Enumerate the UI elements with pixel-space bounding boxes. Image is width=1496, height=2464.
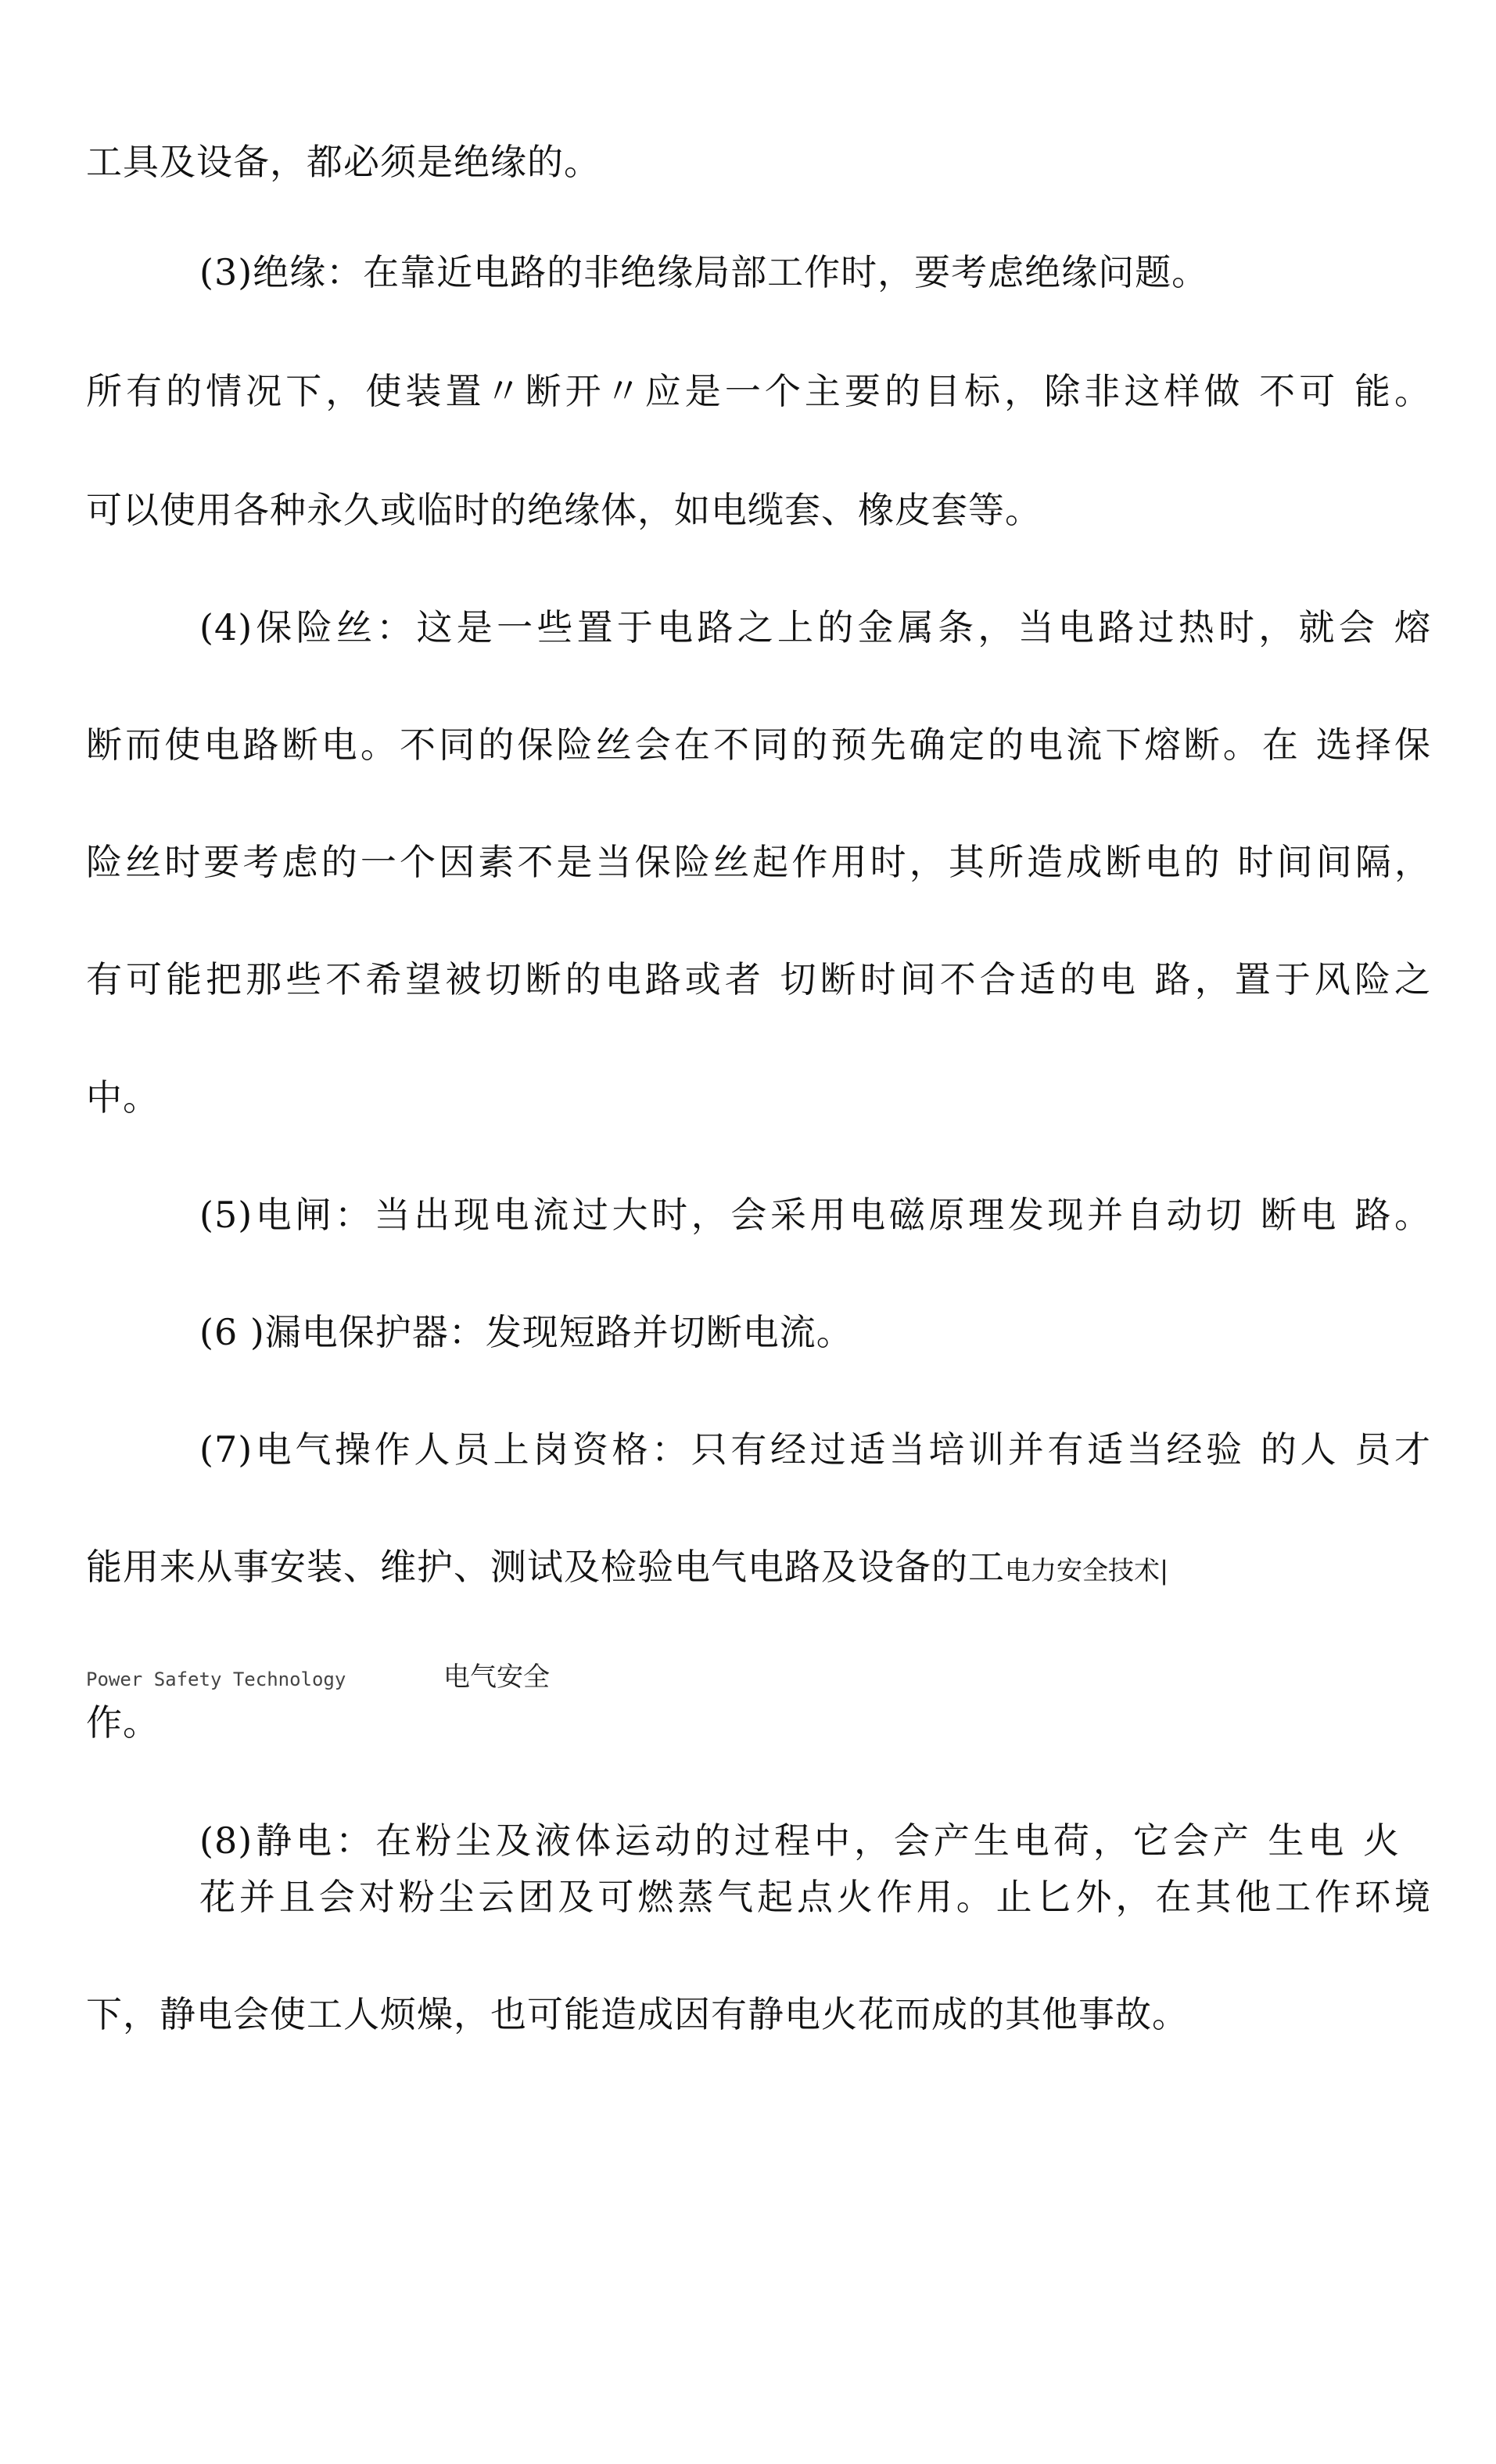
paragraph-line: 险丝时要考虑的一个因素不是当保险丝起作用时，其所造成断电的 时间间隔， (86, 841, 1431, 883)
paragraph-line: 作。 (86, 1701, 160, 1744)
paragraph-line: (4)保险丝：这是一些置于电路之上的金属条，当电路过热时，就会 熔 (199, 606, 1431, 648)
paragraph-line: 花并且会对粉尘云团及可燃蒸气起点火作用。止匕外，在其他工作环境 (199, 1876, 1431, 1918)
paragraph-line: (8)静电：在粉尘及液体运动的过程中，会产生电荷，它会产 生电 火 (199, 1819, 1400, 1862)
paragraph-line: 中。 (86, 1076, 160, 1119)
paragraph-line: 断而使电路断电。不同的保险丝会在不同的预先确定的电流下熔断。在 选择保 (86, 724, 1431, 766)
paragraph-line: (7)电气操作人员上岗资格：只有经过适当培训并有适当经验 的人 员才 (199, 1428, 1431, 1471)
paragraph-line: 工具及设备，都必须是绝缘的。 (86, 141, 601, 183)
paragraph-line: 所有的情况下，使装置〃断开〃应是一个主要的目标，除非这样做 不可 能。 (86, 370, 1431, 412)
paragraph-line: (5)电闸：当出现电流过大时，会采用电磁原理发现并自动切 断电 路。 (199, 1194, 1431, 1236)
paragraph-line (86, 1543, 1431, 1594)
paragraph-line: (3)绝缘：在靠近电路的非绝缘局部工作时，要考虑绝缘问题。 (199, 251, 1209, 293)
running-header: 电力安全技术| (1005, 1555, 1169, 1586)
paragraph-line: 下，静电会使工人烦燥，也可能造成因有静电火花而成的其他事故。 (86, 1993, 1189, 2035)
paragraph-line: (6 )漏电保护器：发现短路并切断电流。 (199, 1311, 853, 1353)
footer-chinese-title: 电气安全 (443, 1661, 550, 1693)
footer-english-title: Power Safety Technology (86, 1668, 346, 1690)
paragraph-line: 有可能把那些不希望被切断的电路或者 切断时间不合适的电 路，置于风险之 (86, 958, 1431, 1000)
paragraph-text: 能用来从事安装、维护、测试及检验电气电路及设备的工 (86, 1546, 1005, 1588)
paragraph-line: 可以使用各种永久或临时的绝缘体，如电缆套、橡皮套等。 (86, 489, 1042, 531)
